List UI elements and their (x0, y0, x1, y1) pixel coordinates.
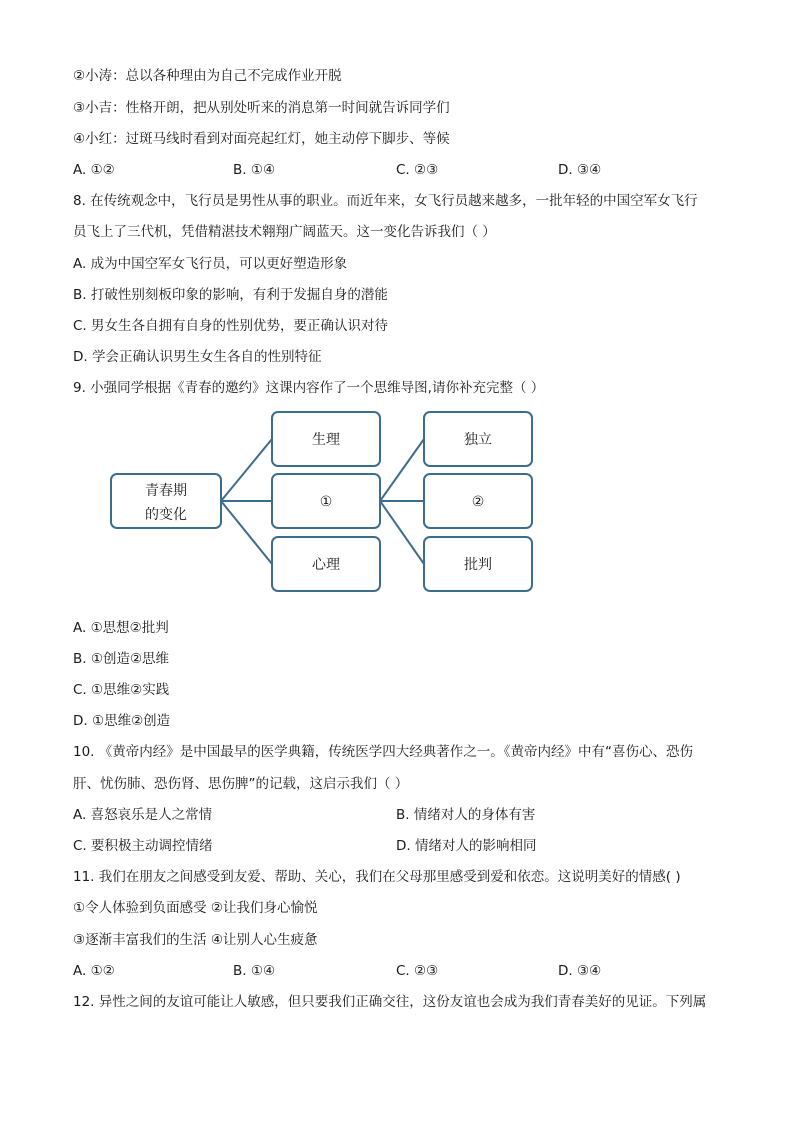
q11-items-2: ③逐渐丰富我们的生活 ④让别人心生疲惫 (73, 932, 318, 948)
q9-option-c[interactable]: C. ①思维②实践 (73, 682, 170, 698)
q7-option-d[interactable]: D. ③④ (558, 162, 602, 178)
connector (221, 501, 272, 564)
q8-option-a[interactable]: A. 成为中国空军女飞行员，可以更好塑造形象 (73, 256, 348, 272)
q8-stem-1: 8. 在传统观念中，飞行员是男性从事的职业。而近年来，女飞行员越来越多，一批年轻的中国空军女飞行 (73, 193, 698, 209)
q10-stem-2: 肝、忧伤肺、恐伤肾、思伤脾”的记载，这启示我们（ ） (73, 776, 409, 792)
q11-option-c[interactable]: C. ②③ (396, 963, 439, 979)
connector (221, 439, 272, 501)
q10-option-b[interactable]: B. 情绪对人的身体有害 (396, 807, 536, 823)
root-label-2: 的变化 (145, 507, 187, 523)
mid-label-2: ① (319, 494, 333, 510)
q11-items-1: ①令人体验到负面感受 ②让我们身心愉悦 (73, 900, 318, 916)
q11-stem: 11. 我们在朋友之间感受到友爱、帮助、关心，我们在父母那里感受到爱和依恋。这说明美好的情感( ) (73, 869, 681, 885)
right-label-1: 独立 (464, 432, 492, 448)
q9-option-d[interactable]: D. ①思维②创造 (73, 713, 171, 729)
q11-option-a[interactable]: A. ①② (73, 963, 115, 979)
right-label-2: ② (471, 494, 485, 510)
q7-item-3: ③小吉：性格开朗，把从别处听来的消息第一时间就告诉同学们 (73, 100, 450, 116)
mid-label-1: 生理 (312, 432, 340, 448)
q12-stem: 12. 异性之间的友谊可能让人敏感，但只要我们正确交往，这份友谊也会成为我们青春美好的见证。下列属 (73, 994, 707, 1010)
q10-option-c[interactable]: C. 要积极主动调控情绪 (73, 838, 213, 854)
q8-option-c[interactable]: C. 男女生各自拥有自身的性别优势，要正确认识对待 (73, 318, 389, 334)
q8-stem-2: 员飞上了三代机，凭借精湛技术翱翔广阔蓝天。这一变化告诉我们（ ） (73, 224, 496, 240)
q9-stem: 9. 小强同学根据《青春的邀约》这课内容作了一个思维导图,请你补充完整（ ） (73, 380, 545, 396)
connector (380, 501, 424, 564)
q10-option-a[interactable]: A. 喜怒哀乐是人之常情 (73, 807, 213, 823)
q7-item-2: ②小涛：总以各种理由为自己不完成作业开脱 (73, 68, 342, 84)
q10-stem-1: 10. 《黄帝内经》是中国最早的医学典籍，传统医学四大经典著作之一。《黄帝内经》中有“喜伤心、恐伤 (73, 744, 694, 760)
q11-option-d[interactable]: D. ③④ (558, 963, 602, 979)
q10-option-d[interactable]: D. 情绪对人的影响相同 (396, 838, 537, 854)
right-label-3: 批判 (464, 557, 492, 573)
q7-option-a[interactable]: A. ①② (73, 162, 115, 178)
q9-option-a[interactable]: A. ①思想②批判 (73, 620, 169, 636)
mid-label-3: 心理 (312, 557, 340, 573)
connector (380, 439, 424, 501)
q7-option-b[interactable]: B. ①④ (233, 162, 276, 178)
root-label-1: 青春期 (145, 483, 187, 499)
q9-option-b[interactable]: B. ①创造②思维 (73, 651, 170, 667)
q8-option-d[interactable]: D. 学会正确认识男生女生各自的性别特征 (73, 349, 322, 365)
q7-option-c[interactable]: C. ②③ (396, 162, 439, 178)
q11-option-b[interactable]: B. ①④ (233, 963, 276, 979)
q7-item-4: ④小红：过斑马线时看到对面亮起红灯，她主动停下脚步、等候 (73, 131, 450, 147)
q8-option-b[interactable]: B. 打破性别刻板印象的影响，有利于发掘自身的潜能 (73, 287, 388, 303)
